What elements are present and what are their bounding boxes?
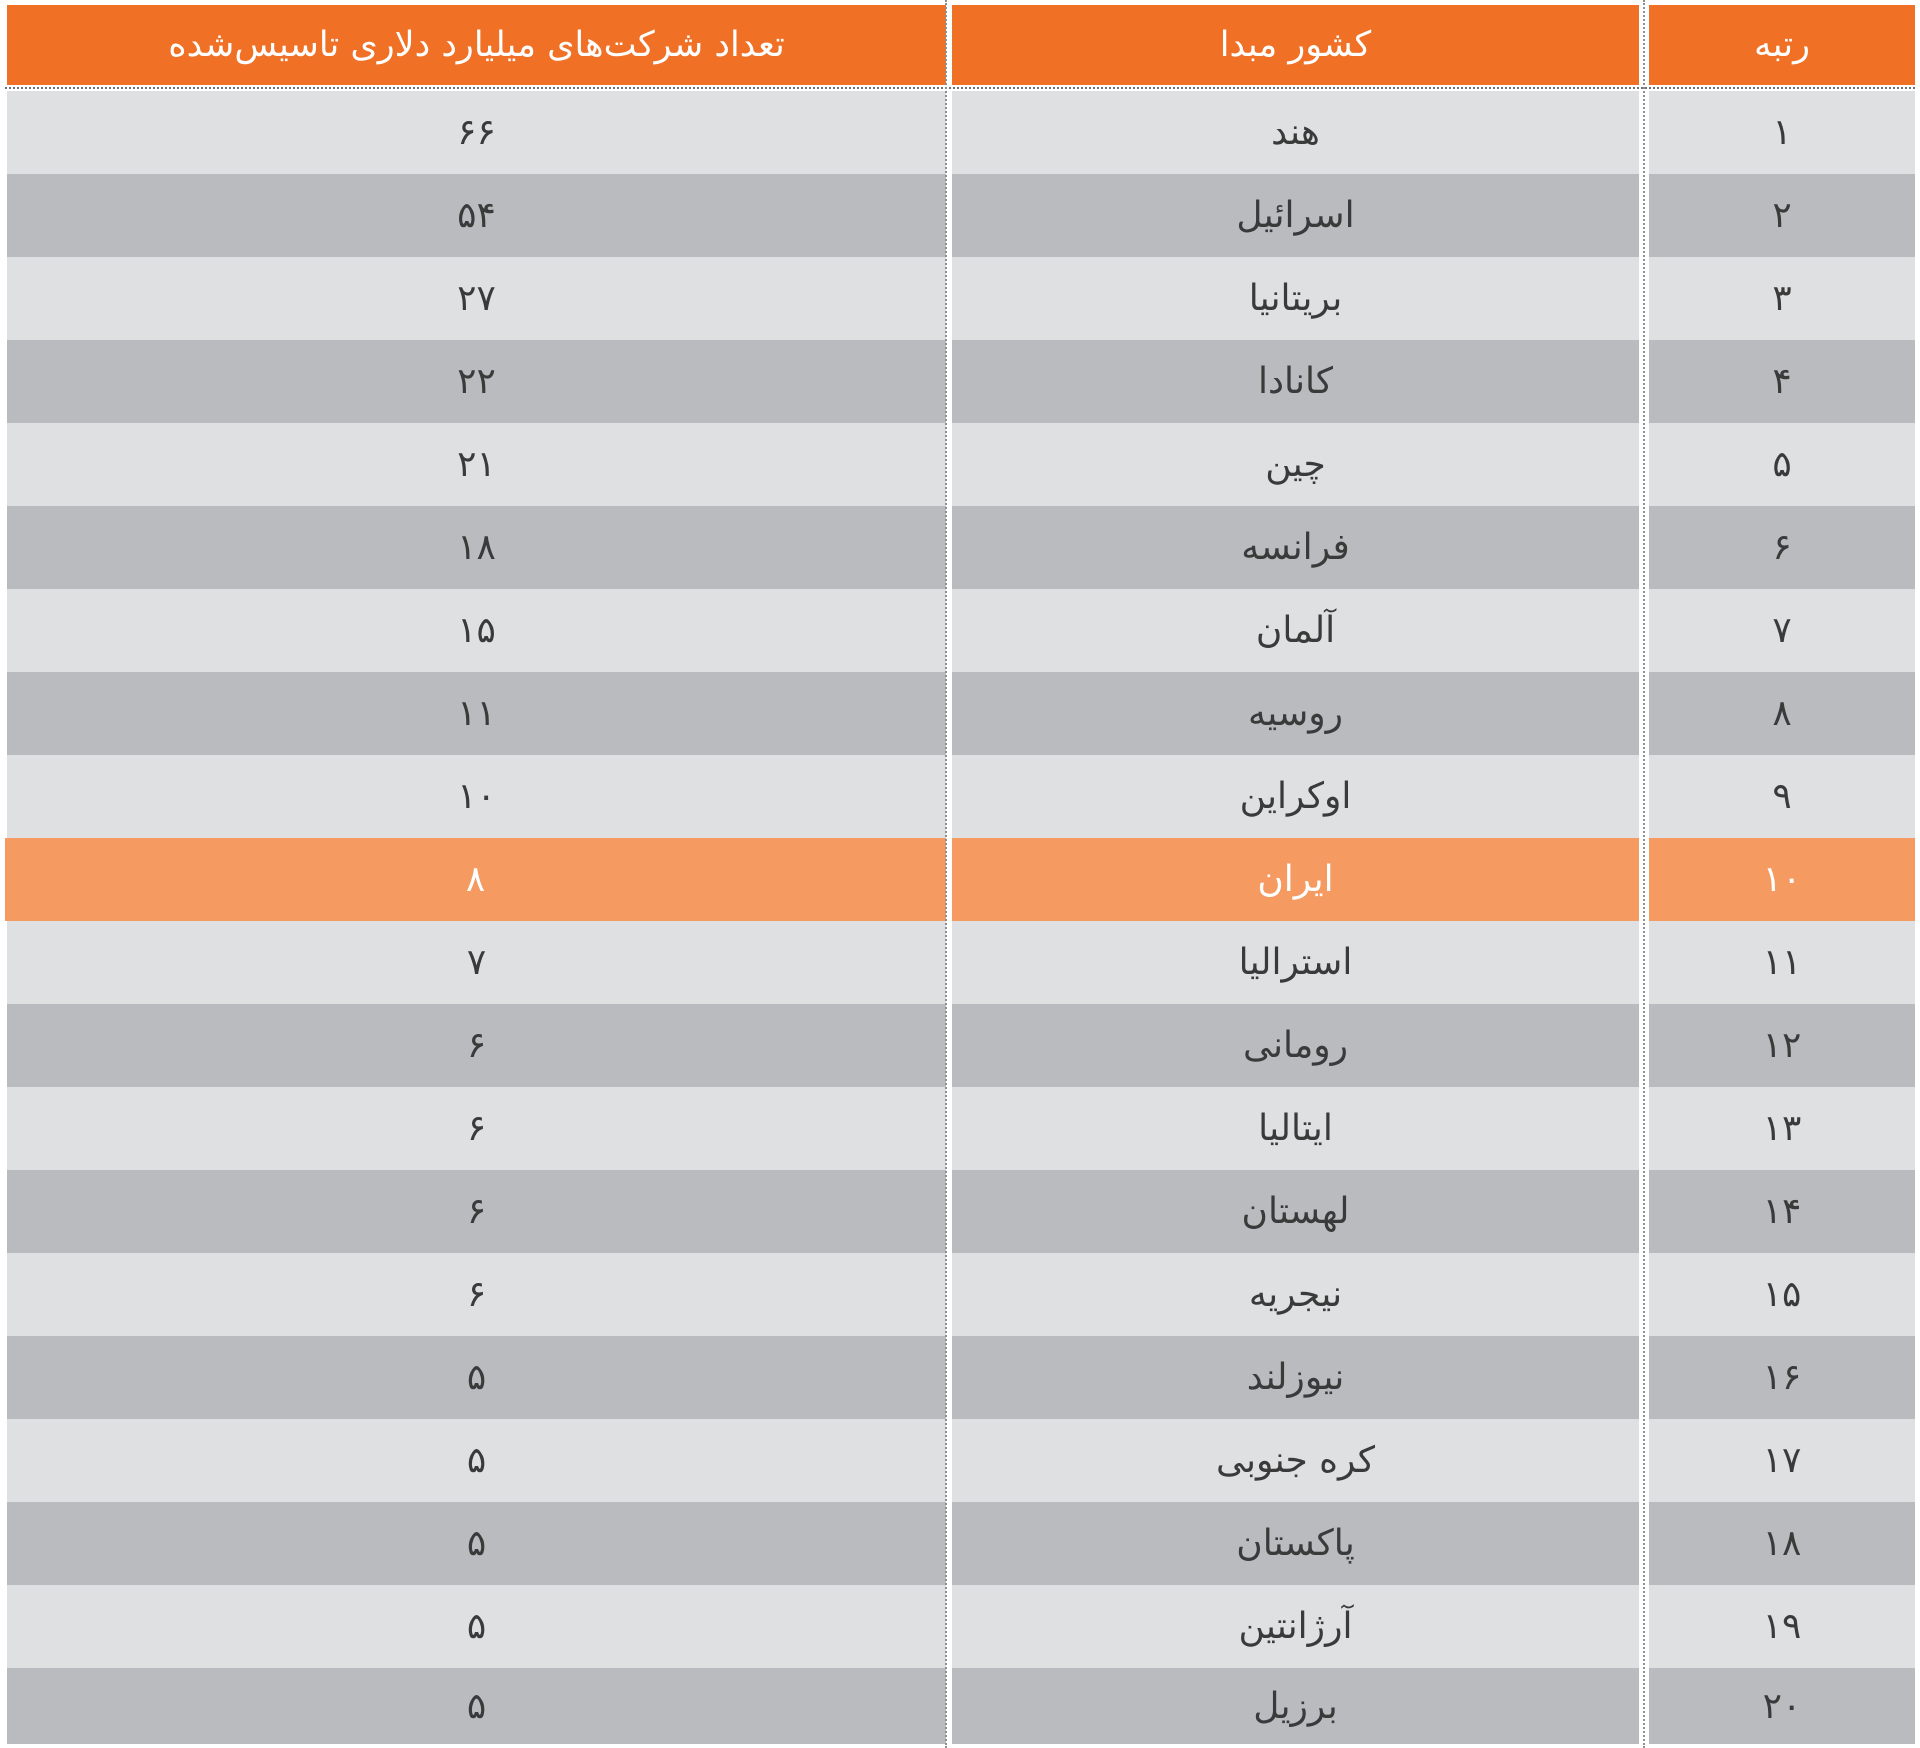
count-cell: ۵ — [7, 1585, 946, 1668]
count-cell: ۱۰ — [7, 755, 946, 838]
country-cell: برزیل — [952, 1668, 1639, 1744]
count-cell: ۷ — [7, 921, 946, 1004]
country-cell: نیوزلند — [952, 1336, 1639, 1419]
table-row — [0, 1419, 1920, 1502]
header-divider — [5, 87, 1915, 89]
count-cell: ۶ — [7, 1253, 946, 1336]
country-cell: رومانی — [952, 1004, 1639, 1087]
header-count: تعداد شرکت‌های میلیارد دلاری تاسیس‌شده — [7, 5, 946, 85]
rank-cell: ۱۹ — [1649, 1585, 1915, 1668]
table-row — [0, 91, 1920, 174]
rank-cell: ۶ — [1649, 506, 1915, 589]
table-row — [0, 257, 1920, 340]
table-row — [0, 921, 1920, 1004]
rank-cell: ۱۷ — [1649, 1419, 1915, 1502]
count-cell: ۲۱ — [7, 423, 946, 506]
country-cell: فرانسه — [952, 506, 1639, 589]
table-row — [0, 1502, 1920, 1585]
table-row — [0, 174, 1920, 257]
count-cell: ۸ — [5, 838, 946, 921]
table-row-highlighted — [0, 838, 1920, 921]
country-cell: آلمان — [952, 589, 1639, 672]
country-cell: ایران — [952, 838, 1639, 921]
rank-cell: ۱۰ — [1649, 838, 1915, 921]
rank-cell: ۲ — [1649, 174, 1915, 257]
table-row — [0, 340, 1920, 423]
country-cell: ایتالیا — [952, 1087, 1639, 1170]
table-row — [0, 589, 1920, 672]
rank-cell: ۲۰ — [1649, 1668, 1915, 1744]
count-cell: ۱۱ — [7, 672, 946, 755]
table-row — [0, 1004, 1920, 1087]
table-row — [0, 1336, 1920, 1419]
count-cell: ۵ — [7, 1502, 946, 1585]
country-cell: کانادا — [952, 340, 1639, 423]
rank-cell: ۹ — [1649, 755, 1915, 838]
rank-cell: ۱ — [1649, 91, 1915, 174]
country-cell: هند — [952, 91, 1639, 174]
table-row — [0, 1170, 1920, 1253]
count-cell: ۵۴ — [7, 174, 946, 257]
country-cell: چین — [952, 423, 1639, 506]
table-row — [0, 1087, 1920, 1170]
column-divider — [1643, 0, 1645, 1748]
rank-cell: ۱۲ — [1649, 1004, 1915, 1087]
table-row — [0, 1253, 1920, 1336]
rank-cell: ۱۳ — [1649, 1087, 1915, 1170]
count-cell: ۱۵ — [7, 589, 946, 672]
count-cell: ۲۲ — [7, 340, 946, 423]
country-cell: بریتانیا — [952, 257, 1639, 340]
count-cell: ۱۸ — [7, 506, 946, 589]
rank-cell: ۴ — [1649, 340, 1915, 423]
table-header-row — [0, 5, 1920, 85]
rank-cell: ۵ — [1649, 423, 1915, 506]
table-row — [0, 1668, 1920, 1744]
count-cell: ۶۶ — [7, 91, 946, 174]
header-rank: رتبه — [1649, 5, 1915, 85]
country-cell: آرژانتین — [952, 1585, 1639, 1668]
rank-cell: ۱۵ — [1649, 1253, 1915, 1336]
country-cell: لهستان — [952, 1170, 1639, 1253]
header-country: کشور مبدا — [952, 5, 1639, 85]
count-cell: ۶ — [7, 1170, 946, 1253]
country-cell: روسیه — [952, 672, 1639, 755]
country-cell: پاکستان — [952, 1502, 1639, 1585]
table-row — [0, 506, 1920, 589]
count-cell: ۲۷ — [7, 257, 946, 340]
country-cell: کره جنوبی — [952, 1419, 1639, 1502]
rank-cell: ۱۸ — [1649, 1502, 1915, 1585]
rank-cell: ۸ — [1649, 672, 1915, 755]
count-cell: ۵ — [7, 1336, 946, 1419]
country-cell: نیجریه — [952, 1253, 1639, 1336]
count-cell: ۶ — [7, 1087, 946, 1170]
country-cell: استرالیا — [952, 921, 1639, 1004]
rank-cell: ۱۴ — [1649, 1170, 1915, 1253]
rank-cell: ۷ — [1649, 589, 1915, 672]
count-cell: ۶ — [7, 1004, 946, 1087]
count-cell: ۵ — [7, 1668, 946, 1744]
table-row — [0, 755, 1920, 838]
table-row — [0, 1585, 1920, 1668]
rank-cell: ۱۶ — [1649, 1336, 1915, 1419]
count-cell: ۵ — [7, 1419, 946, 1502]
country-cell: اسرائیل — [952, 174, 1639, 257]
table-row — [0, 423, 1920, 506]
rank-cell: ۳ — [1649, 257, 1915, 340]
country-cell: اوکراین — [952, 755, 1639, 838]
column-divider — [945, 0, 947, 1748]
table-row — [0, 672, 1920, 755]
rank-cell: ۱۱ — [1649, 921, 1915, 1004]
